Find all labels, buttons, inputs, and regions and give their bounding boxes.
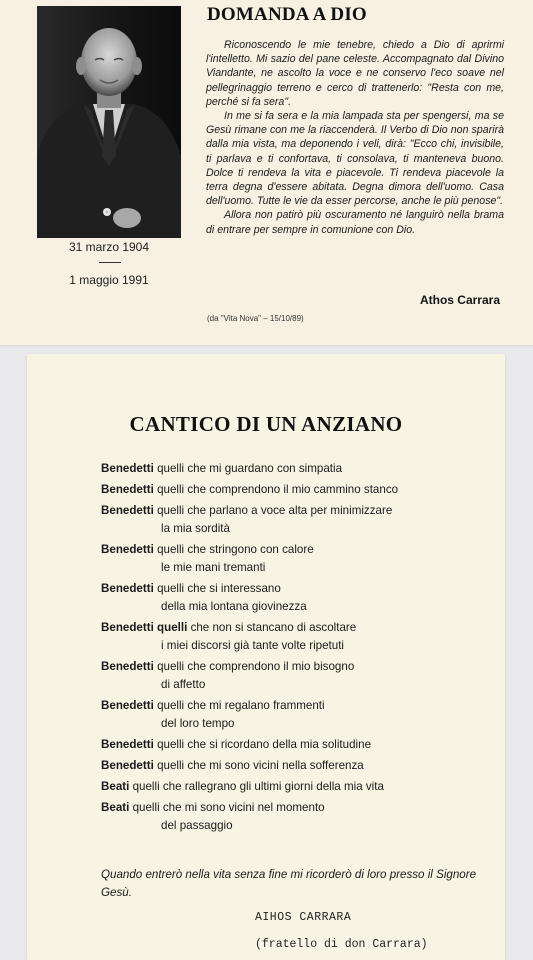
verse-lead-word: Benedetti (101, 582, 154, 595)
poem-verse (101, 460, 491, 478)
verse-text: quelli che mi regalano frammenti (157, 699, 325, 712)
poem-signature-note: (fratello di don Carrara) (255, 938, 428, 951)
birth-date: 31 marzo 1904 (68, 240, 150, 254)
date-divider (99, 262, 121, 263)
source-citation: (da "Vita Nova" – 15/10/89) (207, 314, 304, 323)
poem-verse (101, 580, 491, 616)
poem-verse (101, 481, 491, 499)
verse-text: quelli che mi guardano con simpatia (157, 462, 343, 475)
verse-continuation: del loro tempo (161, 717, 235, 730)
poem-verse (101, 736, 491, 754)
poem-signature: AIHOS CARRARA (255, 911, 352, 924)
poem-verse (101, 502, 491, 538)
prayer-paragraph: In me si fa sera e la mia lampada sta per spengersi, ma se Gesù rimane con me la riaccenderà. Il Verbo di Dio non sparirà dalla mia vista, ma deponendo i veli, dirà: "Ecco chi, invisibile, ti parlava e ti confortava, ti consolava, ti manteneva buono. Dolce ti rendeva la vita e piacevole. Ti rendeva piacevole la terra degna d'essere abitata. Degna dimora dell'uomo. Casa dell'uomo. Tutte le vie da esser percorse, anche le più penose". (206, 110, 504, 208)
verse-text: che non si stancano di ascoltare (190, 621, 357, 634)
poem-verse (101, 697, 491, 733)
poem-title: CANTICO DI UN ANZIANO (129, 412, 403, 436)
verse-continuation: la mia sordità (161, 522, 230, 535)
verse-continuation: i miei discorsi già tante volte ripetuti (161, 639, 345, 652)
prayer-paragraph: Allora non patirò più oscuramento né languirò nella brama di entrare per sempre in comunione con Dio. (206, 209, 504, 236)
memorial-card-bottom (27, 354, 505, 960)
verse-lead-word: Beati (101, 801, 130, 814)
verse-lead-word: Benedetti (101, 543, 154, 556)
verse-text: quelli che parlano a voce alta per minimizzare (157, 504, 393, 517)
verse-lead-word: Benedetti (101, 483, 154, 496)
verse-lead-word: Benedetti quelli (101, 621, 188, 634)
portrait-photo (37, 6, 181, 238)
verse-lead-word: Beati (101, 780, 130, 793)
verse-text: quelli che si ricordano della mia solitudine (157, 738, 372, 751)
verse-lead-word: Benedetti (101, 738, 154, 751)
verse-text: quelli che rallegrano gli ultimi giorni della mia vita (132, 780, 384, 793)
verse-lead-word: Benedetti (101, 759, 154, 772)
verse-text: quelli che stringono con calore (157, 543, 314, 556)
poem-verse (101, 541, 491, 577)
prayer-title: DOMANDA A DIO (207, 4, 367, 25)
poem-closing: Quando entrerò nella vita senza fine mi ricorderò di loro presso il Signore Gesù. (101, 868, 477, 899)
poem-verse (101, 619, 491, 655)
poem-verses (101, 460, 491, 838)
poem-verse (101, 799, 491, 835)
death-date: 1 maggio 1991 (69, 273, 149, 287)
poem-verse (101, 778, 491, 796)
verse-lead-word: Benedetti (101, 660, 154, 673)
verse-lead-word: Benedetti (101, 699, 154, 712)
portrait-illustration (37, 6, 181, 238)
memorial-card-top (0, 0, 533, 345)
poem-verse (101, 658, 491, 694)
verse-continuation: le mie mani tremanti (161, 561, 266, 574)
poem-verse (101, 757, 491, 775)
prayer-text (206, 38, 504, 237)
verse-continuation: del passaggio (161, 819, 233, 832)
verse-continuation: di affetto (161, 678, 206, 691)
prayer-paragraph: Riconoscendo le mie tenebre, chiedo a Dio di aprirmi l'intelletto. Mi sazio del pane celeste. Accompagnato dal Divino Viandante, ne ascolto la voce e ne conservo l'eco soave nel pellegrinaggio terreno e cerco di trattenerlo: "Resta con me, perché si fa sera". (206, 39, 504, 108)
verse-text: quelli che mi sono vicini nel momento (132, 801, 325, 814)
verse-continuation: della mia lontana giovinezza (161, 600, 307, 613)
verse-text: quelli che comprendono il mio bisogno (157, 660, 355, 673)
verse-lead-word: Benedetti (101, 504, 154, 517)
author-name: Athos Carrara (419, 293, 500, 307)
verse-text: quelli che comprendono il mio cammino stanco (157, 483, 399, 496)
verse-text: quelli che si interessano (157, 582, 281, 595)
verse-lead-word: Benedetti (101, 462, 154, 475)
verse-text: quelli che mi sono vicini nella sofferenza (157, 759, 364, 772)
